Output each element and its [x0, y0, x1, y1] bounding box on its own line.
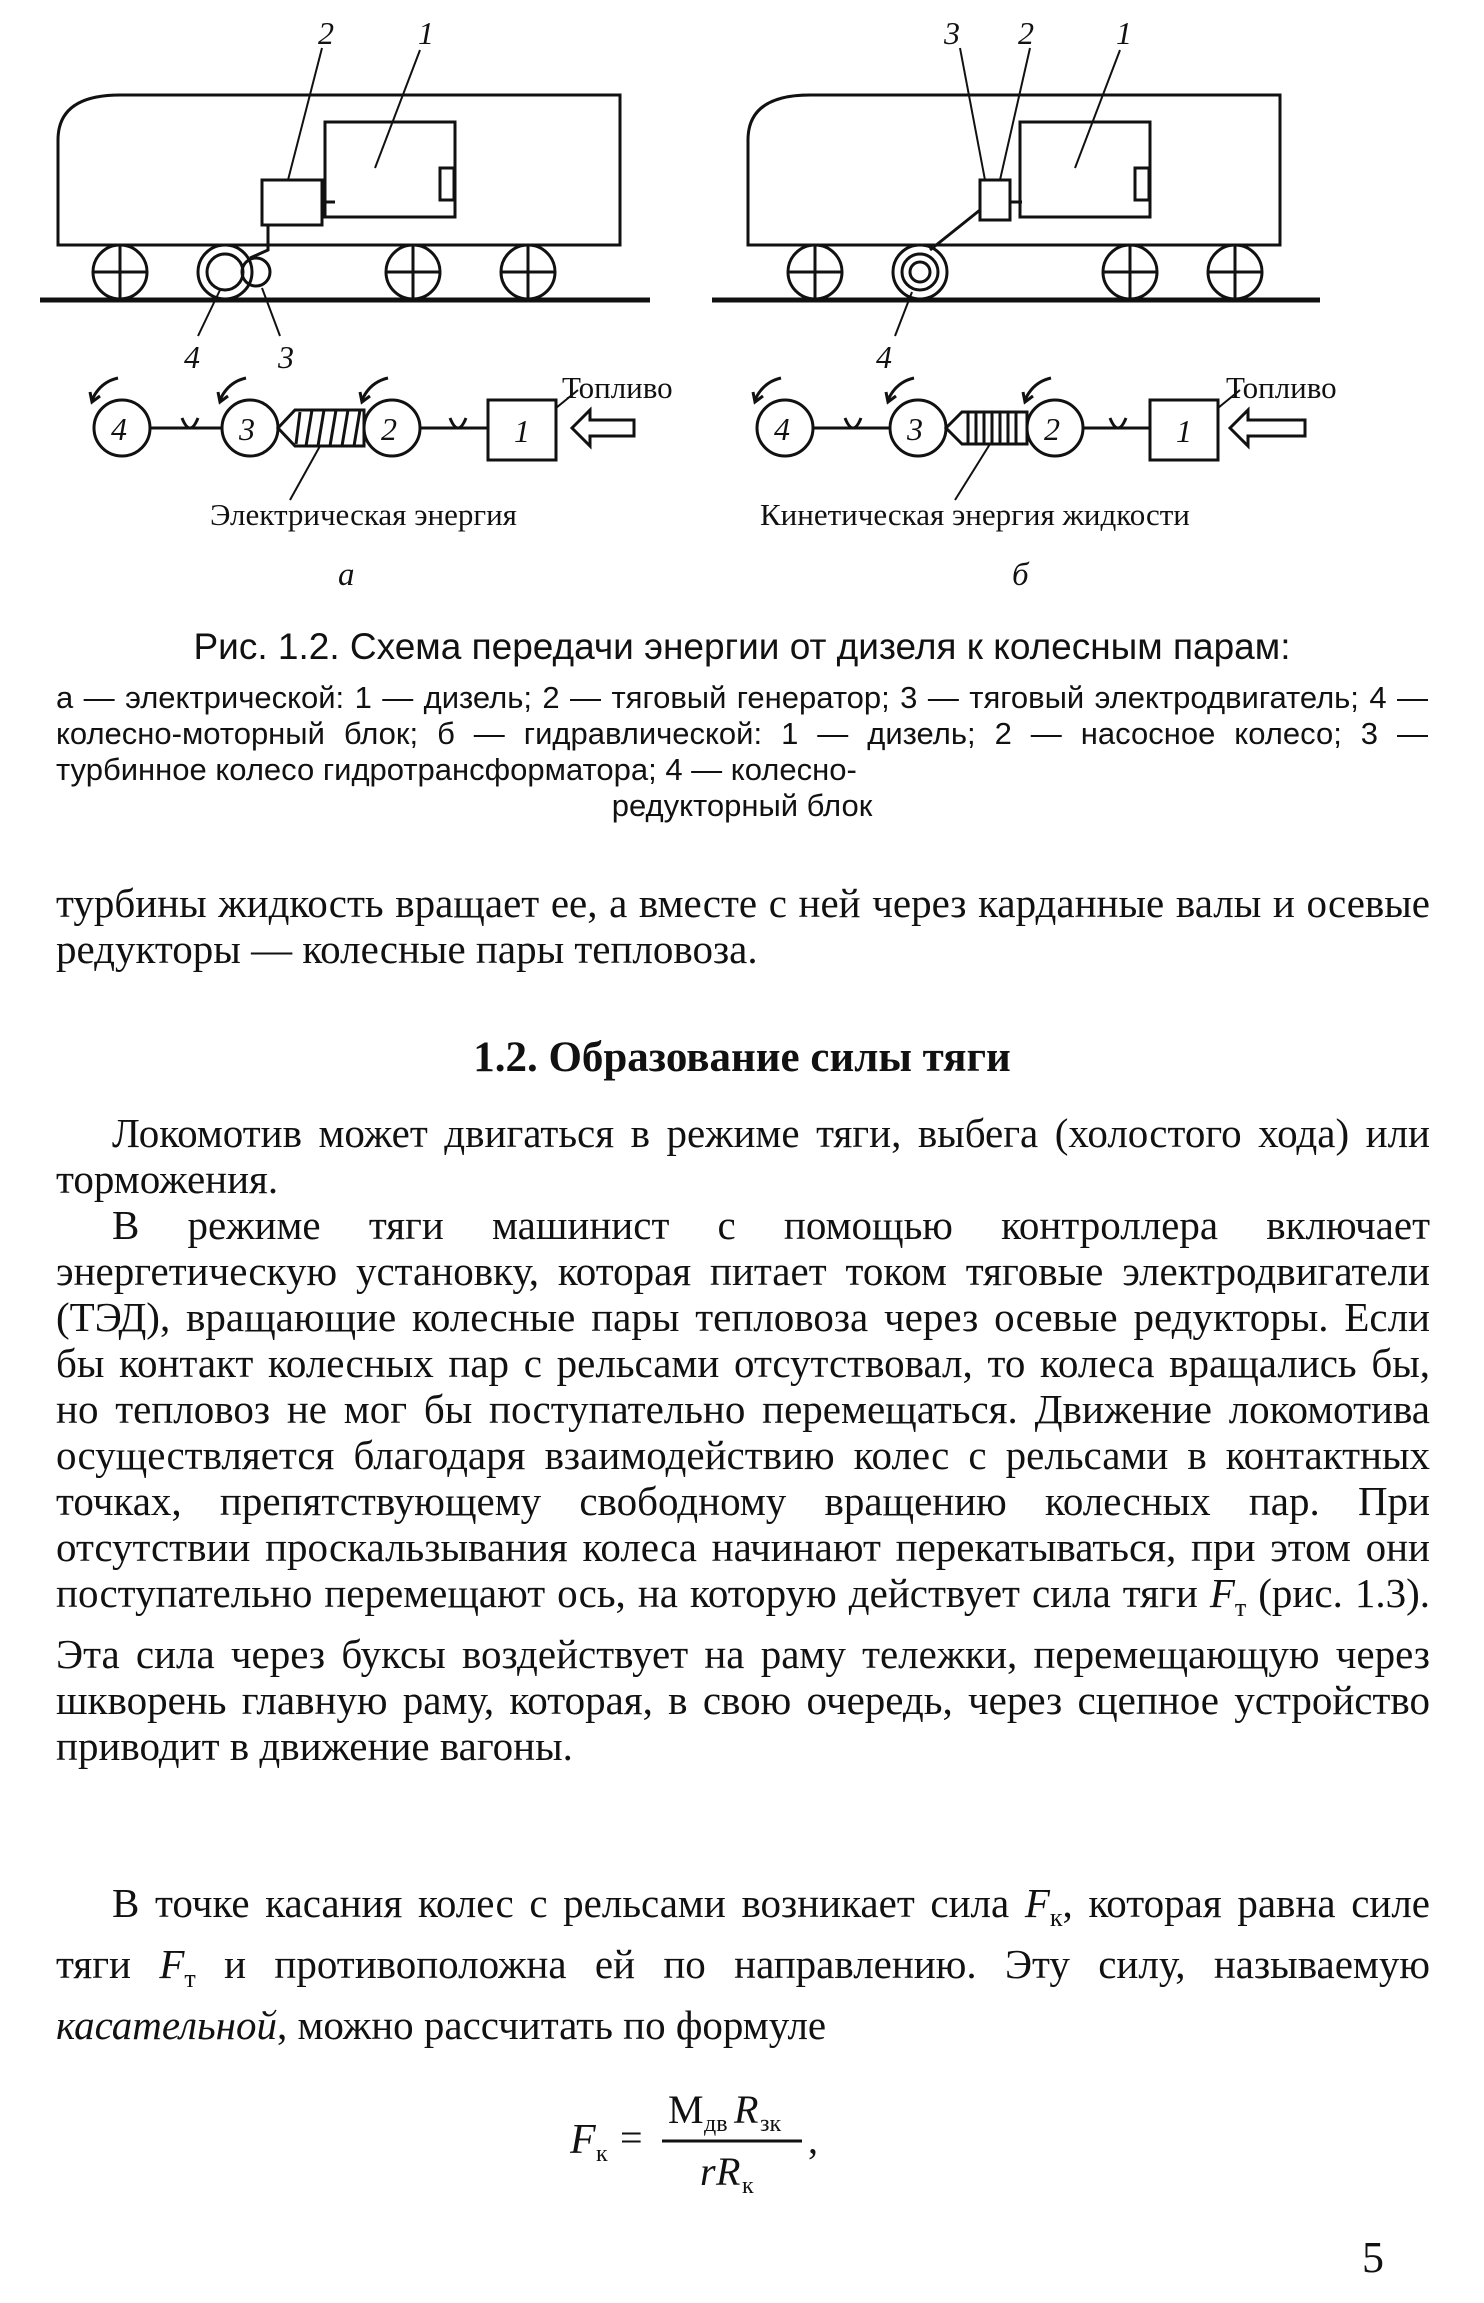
formula-num-R-sub: зк	[760, 2111, 782, 2137]
tangential-text-d: , можно рассчитать по формуле	[276, 2002, 827, 2049]
panel-letter-b: б	[1012, 557, 1029, 593]
flow-hydraulic	[753, 378, 1305, 500]
traction-text: В режиме тяги машинист с помощью контроллера включает энергетическую установку, которая питает током тяговые электродвигатели (ТЭД), вращающие колесные пары тепловоза через осевые редукторы. Если бы контакт колесных пар с рельсами отсутствовал, то колеса вращались бы, но тепловоз не мог бы поступательно перемещаться. Движение локомотива осуществляется благодаря взаимодействию колес с рельсами в контактных точках, препятствующему свободному вращению колесных пар. При отсутствии проскальзывания колеса начинают перекатываться, при этом они поступательно перемещают ось, на которую действует сила тяги	[56, 1202, 1430, 1616]
tangential-text-b: , которая равна силе тяги	[56, 1880, 1430, 1988]
figure-caption-body	[56, 680, 1428, 824]
formula-lhs-sub: к	[596, 2141, 608, 2167]
paragraph-traction	[56, 1202, 1430, 1769]
callout-2-right: 2	[1018, 15, 1034, 51]
energy-label-right: Кинетическая энергия жидкости	[760, 497, 1190, 532]
fk-subscript: к	[1049, 1903, 1063, 1933]
flow-electric	[90, 378, 634, 500]
caption-body-text: а — электрической: 1 — дизель; 2 — тяговый генератор; 3 — тяговый электродвигатель; 4 — колесно-моторный блок; б — гидравлической: 1 — дизель; 2 — насосное колесо; 3 — турбинное колесо гидротрансформатора; 4 — колесно-	[56, 680, 1428, 787]
locomotive-hydraulic	[712, 48, 1320, 336]
callout-1-right: 1	[1116, 15, 1132, 51]
callout-4-right: 4	[876, 339, 892, 375]
panel-letter-a: а	[338, 557, 355, 593]
force-symbol: F	[1209, 1570, 1235, 1616]
formula-num-R: R	[734, 2087, 759, 2132]
callout-4-left: 4	[184, 339, 200, 375]
ft-symbol: F	[159, 1941, 185, 1988]
callout-1-left: 1	[418, 15, 434, 51]
caption-body-last-line: редукторный блок	[611, 788, 873, 823]
energy-label-left: Электрическая энергия	[210, 497, 517, 532]
block-1-right: 1	[1176, 413, 1192, 449]
tangential-emphasis: касательной	[56, 2002, 277, 2049]
locomotive-electric	[40, 48, 650, 336]
formula-num-M: М	[668, 2087, 704, 2132]
callout-3-right: 3	[944, 15, 960, 51]
fk-symbol: F	[1024, 1880, 1050, 1926]
block-3-right: 3	[907, 411, 923, 447]
fuel-label-left: Топливо	[562, 370, 673, 405]
block-4-right: 4	[774, 411, 790, 447]
figure-caption-title: Рис. 1.2. Схема передачи энергии от дизеля к колесным парам:	[193, 626, 1291, 667]
formula-comma: ,	[808, 2117, 818, 2162]
callout-3-left: 3	[278, 339, 294, 375]
formula-den-r: r	[700, 2149, 716, 2194]
block-4-left: 4	[111, 411, 127, 447]
formula-den-R-sub: к	[742, 2173, 754, 2195]
force-subscript: т	[1234, 1593, 1247, 1623]
fuel-label-right: Топливо	[1226, 370, 1337, 405]
page-number: 5	[1362, 2233, 1384, 2282]
block-1-left: 1	[514, 413, 530, 449]
block-3-left: 3	[239, 411, 255, 447]
formula-tangential-force	[570, 2085, 890, 2195]
traction-text-tail: (рис. 1.3). Эта сила через буксы воздействует на раму тележки, перемещающую через шкворень главную раму, которая, в свою очередь, через сцепное устройство приводит в движение вагоны.	[56, 1570, 1431, 1770]
formula-num-M-sub: дв	[704, 2111, 728, 2137]
figure-energy-transfer	[0, 0, 1484, 640]
ft-subscript: т	[184, 1964, 196, 1994]
tangential-text-c: и противоположна ей по направлению. Эту силу, называемую	[195, 1941, 1430, 1988]
paragraph-tangential	[56, 1880, 1430, 2048]
section-heading: 1.2. Образование силы тяги	[473, 1034, 1011, 1081]
block-2-left: 2	[381, 411, 397, 447]
callout-2-left: 2	[318, 15, 334, 51]
block-2-right: 2	[1044, 411, 1060, 447]
paragraph-modes: Локомотив может двигаться в режиме тяги, выбега (холостого хода) или торможения.	[56, 1110, 1430, 1202]
paragraph-continued: турбины жидкость вращает ее, а вместе с ней через карданные валы и осевые редукторы — колесные пары тепловоза.	[56, 880, 1430, 972]
formula-den-R: R	[716, 2149, 741, 2194]
formula-equals: =	[620, 2115, 643, 2160]
formula-lhs: F	[570, 2117, 596, 2163]
tangential-text-a: В точке касания колес с рельсами возникает сила	[112, 1880, 1025, 1926]
